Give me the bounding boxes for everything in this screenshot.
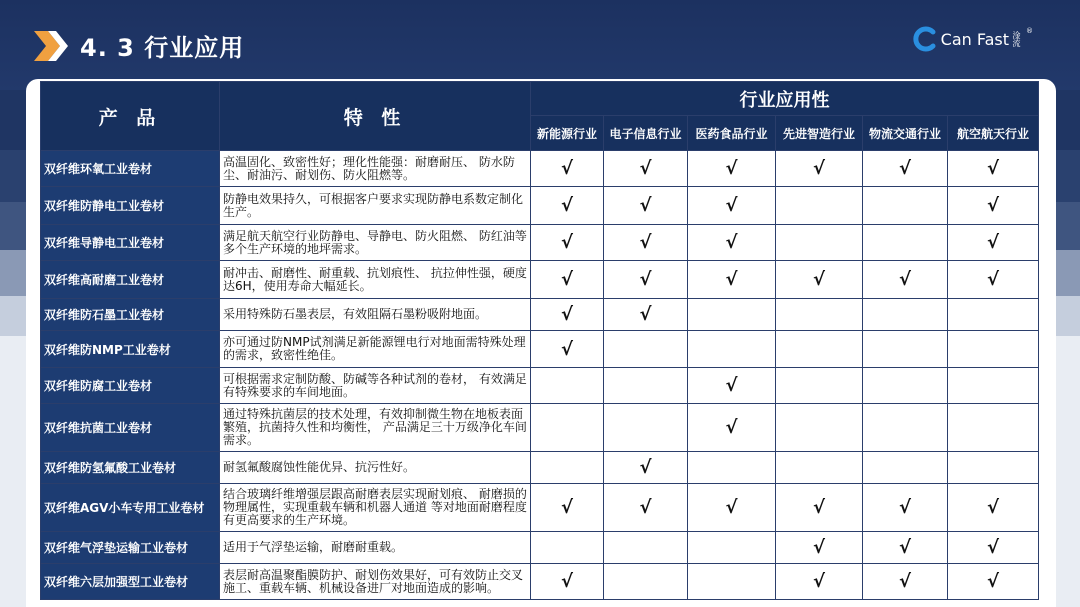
empty-mark-cell xyxy=(948,299,1039,331)
check-mark-cell: √ xyxy=(948,564,1039,600)
column-header-industry-group: 行业应用性 xyxy=(531,82,1039,116)
product-name-cell: 双纤维防NMP工业卷材 xyxy=(41,331,220,368)
table-row xyxy=(41,484,1039,532)
check-mark-cell: √ xyxy=(948,261,1039,299)
check-mark-cell: √ xyxy=(776,564,863,600)
feature-cell: 表层耐高温聚酯膜防护、耐划伤效果好，可有效防止交叉施工、重载车辆、机械设备进厂对地面造成的影响。 xyxy=(220,564,531,600)
registered-mark: ® xyxy=(1026,27,1033,35)
feature-cell: 耐冲击、耐磨性、耐重载、抗划痕性、 抗拉伸性强，硬度达6H，使用寿命大幅延长。 xyxy=(220,261,531,299)
check-mark-cell: √ xyxy=(948,225,1039,261)
table-row xyxy=(41,225,1039,261)
feature-cell: 适用于气浮垫运输，耐磨耐重载。 xyxy=(220,532,531,564)
table-row xyxy=(41,564,1039,600)
feature-cell: 通过特殊抗菌层的技术处理，有效抑制微生物在地板表面繁殖，抗菌持久性和均衡性， 产品满足三十万级净化车间需求。 xyxy=(220,404,531,452)
check-mark-cell: √ xyxy=(531,151,604,187)
check-mark-cell: √ xyxy=(688,404,776,452)
column-header-industry: 物流交通行业 xyxy=(863,116,948,151)
column-header-product: 产 品 xyxy=(41,82,220,151)
empty-mark-cell xyxy=(948,368,1039,404)
empty-mark-cell xyxy=(688,532,776,564)
check-mark-cell: √ xyxy=(531,225,604,261)
empty-mark-cell xyxy=(948,404,1039,452)
check-mark-cell: √ xyxy=(863,532,948,564)
product-name-cell: 双纤维六层加强型工业卷材 xyxy=(41,564,220,600)
logo-cn-text: 淦流 xyxy=(1012,31,1021,47)
check-mark-cell: √ xyxy=(863,261,948,299)
check-mark-cell: √ xyxy=(604,225,688,261)
feature-cell: 可根据需求定制防酸、防碱等各种试剂的卷材， 有效满足有特殊要求的车间地面。 xyxy=(220,368,531,404)
product-name-cell: 双纤维气浮垫运输工业卷材 xyxy=(41,532,220,564)
check-mark-cell: √ xyxy=(776,151,863,187)
check-mark-cell: √ xyxy=(531,187,604,225)
feature-cell: 满足航天航空行业防静电、导静电、防火阻燃、 防红油等多个生产环境的地坪需求。 xyxy=(220,225,531,261)
empty-mark-cell xyxy=(531,368,604,404)
empty-mark-cell xyxy=(863,368,948,404)
empty-mark-cell xyxy=(863,404,948,452)
empty-mark-cell xyxy=(688,331,776,368)
empty-mark-cell xyxy=(863,299,948,331)
empty-mark-cell xyxy=(863,452,948,484)
empty-mark-cell xyxy=(776,187,863,225)
empty-mark-cell xyxy=(688,564,776,600)
empty-mark-cell xyxy=(863,187,948,225)
brand-logo xyxy=(913,26,1030,52)
check-mark-cell: √ xyxy=(688,187,776,225)
feature-cell: 耐氢氟酸腐蚀性能优异、抗污性好。 xyxy=(220,452,531,484)
column-header-industry: 医药食品行业 xyxy=(688,116,776,151)
check-mark-cell: √ xyxy=(776,484,863,532)
empty-mark-cell xyxy=(531,452,604,484)
empty-mark-cell xyxy=(604,331,688,368)
check-mark-cell: √ xyxy=(776,261,863,299)
product-name-cell: 双纤维导静电工业卷材 xyxy=(41,225,220,261)
page-title: 4. 3 行业应用 xyxy=(80,34,245,62)
check-mark-cell: √ xyxy=(688,225,776,261)
check-mark-cell: √ xyxy=(531,299,604,331)
empty-mark-cell xyxy=(688,452,776,484)
empty-mark-cell xyxy=(604,404,688,452)
check-mark-cell: √ xyxy=(688,261,776,299)
check-mark-cell: √ xyxy=(531,484,604,532)
logo-c-icon xyxy=(913,26,939,52)
check-mark-cell: √ xyxy=(604,452,688,484)
check-mark-cell: √ xyxy=(688,151,776,187)
industry-application-table xyxy=(40,81,1039,600)
check-mark-cell: √ xyxy=(863,151,948,187)
column-header-feature: 特 性 xyxy=(220,82,531,151)
feature-cell: 防静电效果持久，可根据客户要求实现防静电系数定制化生产。 xyxy=(220,187,531,225)
feature-cell: 结合玻璃纤维增强层跟高耐磨表层实现耐划痕、 耐磨损的物理属性，实现重载车辆和机器人通道 等对地面耐磨程度有更高要求的生产环境。 xyxy=(220,484,531,532)
check-mark-cell: √ xyxy=(604,151,688,187)
table-row xyxy=(41,368,1039,404)
product-name-cell: 双纤维防氢氟酸工业卷材 xyxy=(41,452,220,484)
column-header-industry: 航空航天行业 xyxy=(948,116,1039,151)
product-name-cell: 双纤维抗菌工业卷材 xyxy=(41,404,220,452)
check-mark-cell: √ xyxy=(948,187,1039,225)
empty-mark-cell xyxy=(948,452,1039,484)
empty-mark-cell xyxy=(863,331,948,368)
logo-text: Can Fast xyxy=(940,29,1009,49)
check-mark-cell: √ xyxy=(604,299,688,331)
check-mark-cell: √ xyxy=(776,532,863,564)
empty-mark-cell xyxy=(604,564,688,600)
check-mark-cell: √ xyxy=(531,331,604,368)
table-row xyxy=(41,404,1039,452)
check-mark-cell: √ xyxy=(688,484,776,532)
check-mark-cell: √ xyxy=(604,261,688,299)
feature-cell: 采用特殊防石墨表层，有效阻隔石墨粉吸附地面。 xyxy=(220,299,531,331)
product-name-cell: 双纤维环氧工业卷材 xyxy=(41,151,220,187)
empty-mark-cell xyxy=(776,404,863,452)
check-mark-cell: √ xyxy=(531,261,604,299)
column-header-industry: 电子信息行业 xyxy=(604,116,688,151)
product-name-cell: 双纤维高耐磨工业卷材 xyxy=(41,261,220,299)
check-mark-cell: √ xyxy=(948,484,1039,532)
empty-mark-cell xyxy=(688,299,776,331)
feature-cell: 高温固化、致密性好；理化性能强：耐磨耐压、 防水防尘、耐油污、耐划伤、防火阻燃等。 xyxy=(220,151,531,187)
check-mark-cell: √ xyxy=(604,187,688,225)
table-row xyxy=(41,452,1039,484)
empty-mark-cell xyxy=(863,225,948,261)
empty-mark-cell xyxy=(776,225,863,261)
table-row xyxy=(41,151,1039,187)
check-mark-cell: √ xyxy=(863,564,948,600)
empty-mark-cell xyxy=(948,331,1039,368)
empty-mark-cell xyxy=(604,368,688,404)
empty-mark-cell xyxy=(776,299,863,331)
empty-mark-cell xyxy=(604,532,688,564)
table-row xyxy=(41,187,1039,225)
empty-mark-cell xyxy=(776,331,863,368)
table-row xyxy=(41,532,1039,564)
product-name-cell: 双纤维防静电工业卷材 xyxy=(41,187,220,225)
table-row xyxy=(41,299,1039,331)
check-mark-cell: √ xyxy=(531,564,604,600)
table-row xyxy=(41,331,1039,368)
empty-mark-cell xyxy=(531,404,604,452)
check-mark-cell: √ xyxy=(948,532,1039,564)
column-header-industry: 先进智造行业 xyxy=(776,116,863,151)
empty-mark-cell xyxy=(776,452,863,484)
title-chevron-icon xyxy=(34,31,74,61)
product-name-cell: 双纤维AGV小车专用工业卷材 xyxy=(41,484,220,532)
check-mark-cell: √ xyxy=(863,484,948,532)
check-mark-cell: √ xyxy=(604,484,688,532)
check-mark-cell: √ xyxy=(948,151,1039,187)
product-name-cell: 双纤维防石墨工业卷材 xyxy=(41,299,220,331)
empty-mark-cell xyxy=(776,368,863,404)
column-header-industry: 新能源行业 xyxy=(531,116,604,151)
check-mark-cell: √ xyxy=(688,368,776,404)
feature-cell: 亦可通过防NMP试剂满足新能源锂电行对地面需特殊处理的需求，致密性绝佳。 xyxy=(220,331,531,368)
empty-mark-cell xyxy=(531,532,604,564)
table-row xyxy=(41,261,1039,299)
product-name-cell: 双纤维防腐工业卷材 xyxy=(41,368,220,404)
